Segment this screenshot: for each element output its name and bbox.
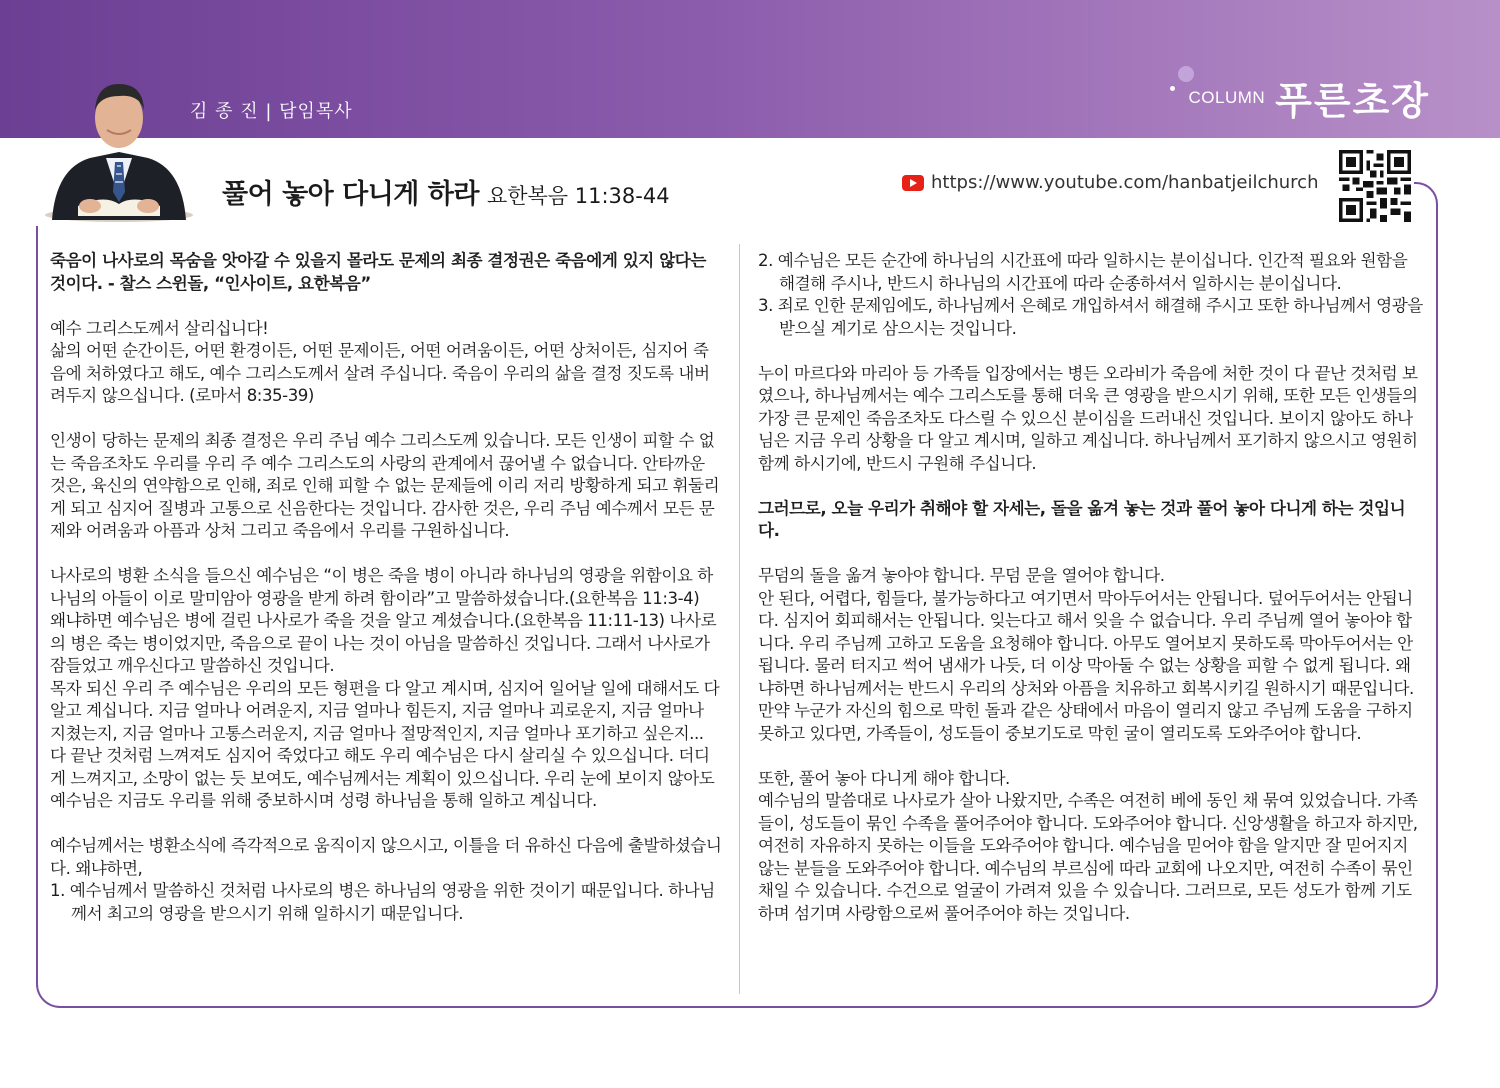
paragraph: 목자 되신 우리 주 예수님은 우리의 모든 형편을 다 알고 계시며, 심지어 일어날 일에 대해서도 다 알고 계십니다. 지금 얼마나 어려운지, 지금 얼마나 힘든지, 지금 얼마나 괴로운지, 지금 얼마나 지쳤는지, 지금 얼마나 고통스러운지, 지금 얼마나 절망적인지, 지금 얼마나 포기하고 싶은지... bbox=[50, 678, 720, 743]
paragraph: 인생이 당하는 문제의 최종 결정은 우리 주님 예수 그리스도께 있습니다. 모든 인생이 피할 수 없는 죽음조차도 우리를 우리 주 예수 그리스도의 사랑의 관계에서 끊어낼 수 없습니다. 안타까운 것은, 육신의 연약함으로 인해, 죄로 인해 피할 수 없는 문제들에 이리 저리 방황하게 되고 휘둘리게 되고 심지어 질병과 고통으로 신음한다는 것입니다. 감사한 것은, 우리 주님 예수께서 모든 문제와 어려움과 아픔과 상처 그리고 죽음에서 우리를 구원하십니다. bbox=[50, 431, 720, 540]
paragraph: 나사로의 병환 소식을 들으신 예수님은 “이 병은 죽을 병이 아니라 하나님의 영광을 위함이요 하나님의 아들이 이로 말미암아 영광을 받게 하려 함이라”고 말씀하셨습니다.(요한복음 11:3-4) bbox=[50, 566, 713, 608]
right-column bbox=[758, 250, 1423, 925]
frame-corner bbox=[1414, 182, 1438, 232]
dot-decoration bbox=[1178, 66, 1194, 82]
paragraph: 삶의 어떤 순간이든, 어떤 환경이든, 어떤 문제이든, 어떤 어려움이든, 어떤 상처이든, 심지어 죽음에 처하였다고 해도, 예수 그리스도께서 살려 주십니다. 죽음이 우리의 삶을 결정 짓도록 내버려두지 않으십니다. (로마서 8:35-39) bbox=[50, 341, 710, 405]
youtube-link[interactable] bbox=[902, 172, 1318, 193]
scripture-reference: 요한복음 11:38-44 bbox=[486, 184, 670, 208]
paragraph-heading: 또한, 풀어 놓아 다니게 해야 합니다. bbox=[758, 768, 1010, 788]
paragraph-heading: 무덤의 돌을 옮겨 놓아야 합니다. 무덤 문을 열어야 합니다. bbox=[758, 566, 1165, 585]
left-column bbox=[50, 250, 722, 925]
list-item: 1. 예수님께서 말씀하신 것처럼 나사로의 병은 하나님의 영광을 위한 것이기 때문입니다. 하나님께서 최고의 영광을 받으시기 위해 일하시기 때문입니다. bbox=[50, 881, 715, 923]
author-label: 김 종 진 | 담임목사 bbox=[190, 101, 353, 122]
paragraph: 다 끝난 것처럼 느껴져도 심지어 죽었다고 해도 우리 예수님은 다시 살리실 수 있으십니다. 더디게 느껴지고, 소망이 없는 듯 보여도, 예수님께서는 계획이 있으십니다. 우리 눈에 보이지 않아도 예수님은 지금도 우리를 위해 중보하시며 성령 하나님을 통해 일하고 계십니다. bbox=[50, 746, 715, 810]
article-title: 풀어 놓아 다니게 하라 bbox=[222, 179, 479, 210]
paragraph: 왜냐하면 예수님은 병에 걸린 나사로가 죽을 것을 알고 계셨습니다.(요한복음 11:11-13) 나사로의 병은 죽는 병이었지만, 죽음으로 끝이 나는 것이 아님을 말씀하신 것입니다. 그래서 나사로가 잠들었고 깨우신다고 말씀하신 것입니다. bbox=[50, 611, 717, 675]
column-tag bbox=[1188, 70, 1430, 125]
column-label: COLUMN bbox=[1188, 87, 1266, 107]
paragraph: 누이 마르다와 마리아 등 가족들 입장에서는 병든 오라비가 죽음에 처한 것이 다 끝난 것처럼 보였으나, 하나님께서는 예수 그리스도를 통해 더욱 큰 영광을 받으시기 위해, 또한 모든 인생들의 가장 큰 문제인 죽음조차도 다스릴 수 있으신 분이심을 드러내신 것입니다. 보이지 않아도 하나님은 지금 우리 상황을 다 알고 계시며, 일하고 계십니다. 하나님께서 포기하지 않으시고 영원히 함께 하시기에, 반드시 구원해 주십니다. bbox=[758, 363, 1418, 473]
list-item: 2. 예수님은 모든 순간에 하나님의 시간표에 따라 일하시는 분이십니다. 인간적 필요와 원함을 해결해 주시나, 반드시 하나님의 시간표에 따라 순종하셔서 일하시는 분이십니다. bbox=[758, 251, 1408, 293]
youtube-url[interactable]: https://www.youtube.com/hanbatjeilchurch bbox=[931, 172, 1319, 193]
paragraph: 안 된다, 어렵다, 힘들다, 불가능하다고 여기면서 막아두어서는 안됩니다. 덮어두어서는 안됩니다. 심지어 회피해서는 안됩니다. 잊는다고 해서 잊을 수 없습니다. 우리 주님께 열어 놓아야 합니다. 우리 주님께 고하고 도움을 요청해야 합니다. 아무도 열어보지 못하도록 막아두어서는 안됩니다. 물러 터지고 썩어 냄새가 나듯, 더 이상 막아둘 수 없는 상황을 피할 수 없게 됩니다. 왜냐하면 하나님께서는 반드시 우리의 상처와 아픔을 치유하고 회복시키길 원하시기 때문입니다. 만약 누군가 자신의 힘으로 막힌 돌과 같은 상태에서 마음이 열리지 않고 주님께 도움을 구하지 못하고 있다면, 가족들이, 성도들이 중보기도로 막힌 굴이 열리도록 도와주어야 합니다. bbox=[758, 588, 1414, 743]
pastor-portrait bbox=[44, 70, 194, 222]
list-item: 3. 죄로 인한 문제임에도, 하나님께서 은혜로 개입하셔서 해결해 주시고 또한 하나님께서 영광을 받으실 계기로 삼으시는 것입니다. bbox=[758, 296, 1423, 338]
column-divider bbox=[739, 244, 740, 994]
opening-quote: 죽음이 나사로의 목숨을 앗아갈 수 있을지 몰라도 문제의 최종 결정권은 죽음에게 있지 않다는 것이다. - 찰스 스윈돌, “인사이트, 요한복음” bbox=[50, 251, 706, 293]
paragraph: 예수님께서는 병환소식에 즉각적으로 움직이지 않으시고, 이틀을 더 유하신 다음에 출발하셨습니다. 왜냐하면, bbox=[50, 836, 722, 878]
qr-code-icon[interactable] bbox=[1338, 150, 1412, 222]
article-title-row bbox=[222, 172, 670, 211]
key-statement: 그러므로, 오늘 우리가 취해야 할 자세는, 돌을 옮겨 놓는 것과 풀어 놓아 다니게 하는 것입니다. bbox=[758, 498, 1406, 540]
paragraph: 예수님의 말씀대로 나사로가 살아 나왔지만, 수족은 여전히 베에 동인 채 묶여 있었습니다. 가족들이, 성도들이 묶인 수족을 풀어주어야 합니다. 도와주어야 합니다. 신앙생활을 하고자 하지만, 여전히 자유하지 못하는 이들을 도와주어야 합니다. 예수님을 믿어야 함을 알지만 잘 믿어지지 않는 분들을 도와주어야 합니다. 예수님의 부르심에 따라 교회에 나오지만, 여전히 수족이 묶인 채일 수 있습니다. 수건으로 얼굴이 가려져 있을 수 있습니다. 그러므로, 모든 성도가 함께 기도하며 섬기며 사랑함으로써 풀어주어야 하는 것입니다. bbox=[758, 791, 1418, 923]
column-name: 푸른초장 bbox=[1275, 79, 1430, 123]
youtube-icon bbox=[902, 175, 924, 191]
paragraph-heading: 예수 그리스도께서 살리십니다! bbox=[50, 318, 269, 338]
